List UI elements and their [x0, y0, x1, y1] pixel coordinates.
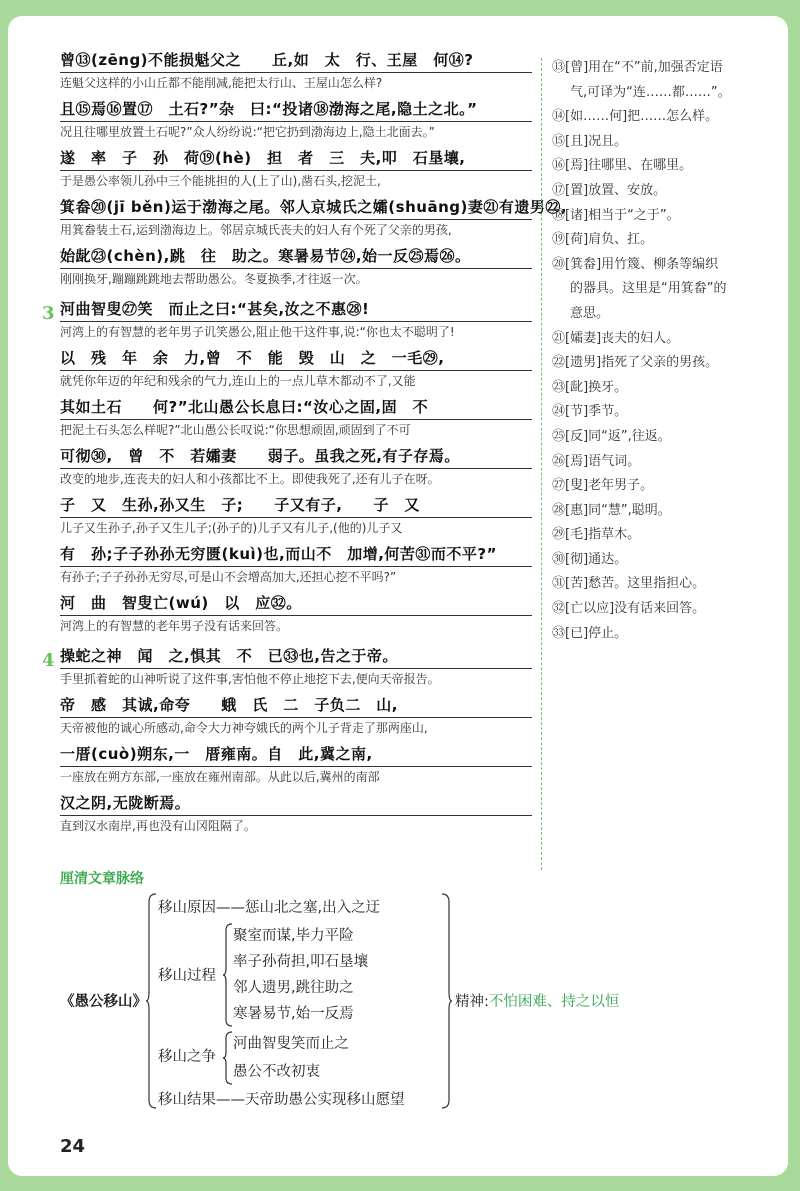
note-head: ㉚[彻]通达。: [552, 551, 628, 567]
note-head: ㉔[节]季节。: [552, 404, 628, 420]
dispute-item-2: 愚公不改初衷: [233, 1064, 320, 1080]
outline-process-label: 移山过程: [158, 968, 216, 984]
note-head: ⑭[如……何]把……怎么样。: [552, 109, 719, 125]
text-segment: [60, 395, 532, 440]
annotation-note: [552, 400, 772, 425]
text-segment: [60, 493, 532, 538]
translation-line: 况且往哪里放置土石呢?”众人纷纷说:“把它扔到渤海边上,隐土北面去。”: [60, 125, 435, 139]
process-item-4: 寒暑易节,始一反焉: [233, 1006, 354, 1022]
annotation-note: [552, 474, 772, 499]
original-line: 其如土石 何?”北山愚公长息曰:“汝心之固,固 不: [60, 395, 532, 420]
note-head: ⑳[箕畚]用竹篾、柳条等编织: [552, 256, 719, 272]
process-item-1: 聚室而谋,毕力平险: [233, 928, 354, 944]
annotation-note: [552, 179, 772, 204]
annotation-note: [552, 204, 772, 229]
annotation-note: [552, 154, 772, 179]
original-line: 以 残 年 余 力,曾 不 能 毁 山 之 一毛㉙,: [60, 346, 532, 371]
note-continuation: 的器具。这里是“用箕畚”的: [570, 281, 727, 297]
original-line: 河曲智叟㉗笑 而止之曰:“甚矣,汝之不惠㉘!: [60, 297, 532, 322]
note-head: ㉑[孀妻]丧夫的妇人。: [552, 330, 680, 346]
text-segment: [60, 195, 568, 240]
original-line: 有 孙;子子孙孙无穷匮(kuì)也,而山不 加增,何苦㉛而不平?”: [60, 542, 532, 567]
note-head: ㉙[毛]指草木。: [552, 527, 641, 543]
annotation-note: [552, 351, 772, 376]
original-line: 可彻㉚, 曾 不 若孀妻 弱子。虽我之死,有子存焉。: [60, 444, 532, 469]
outline-reason: 移山原因——惩山北之塞,出入之迂: [158, 900, 381, 916]
original-line: 操蛇之神 闻 之,惧其 不 已㉝也,告之于帝。: [60, 644, 532, 669]
root-brace-icon: [146, 892, 158, 1110]
note-head: ㉗[叟]老年男子。: [552, 478, 654, 494]
note-head: ⑱[诸]相当于“之于”。: [552, 207, 680, 223]
text-segment: [60, 146, 532, 191]
text-column: [42, 48, 568, 840]
translation-line: 手里抓着蛇的山神听说了这件事,害怕他不停止地挖下去,便向天帝报告。: [60, 672, 440, 686]
text-segment: [60, 97, 532, 142]
text-segment: [60, 591, 532, 636]
original-line: 箕畚⑳(jī běn)运于渤海之尾。邻人京城氏之孀(shuāng)妻㉑有遗男㉒,: [60, 195, 532, 220]
note-head: ㉘[惠]同“慧”,聪明。: [552, 502, 671, 518]
note-head: ㉝[已]停止。: [552, 625, 628, 641]
note-head: ⑯[焉]往哪里、在哪里。: [552, 158, 693, 174]
annotation-note: [552, 425, 772, 450]
note-continuation: 气,可译为“连……都……”。: [570, 84, 731, 100]
text-segment: [60, 791, 532, 836]
translation-line: 一座放在朔方东部,一座放在雍州南部。从此以后,冀州的南部: [60, 770, 380, 784]
text-segment: [60, 693, 532, 738]
note-head: ㉕[反]同“返”,往返。: [552, 428, 671, 444]
original-line: 河 曲 智叟亡(wú) 以 应㉜。: [60, 591, 532, 616]
translation-line: 有孙子;子子孙孙无穷尽,可是山不会增高加大,还担心挖不平吗?”: [60, 570, 397, 584]
spirit-brace-icon: [440, 892, 452, 1110]
annotation-note: [552, 450, 772, 475]
translation-line: 刚刚换牙,蹦蹦跳跳地去帮助愚公。冬夏换季,才往返一次。: [60, 272, 368, 286]
process-item-3: 邻人遗男,跳往助之: [233, 980, 354, 996]
annotation-note: [552, 130, 772, 155]
process-brace-icon: [223, 922, 233, 1028]
annotation-note: [552, 327, 772, 352]
original-line: 帝 感 其诚,命夸 蛾 氏 二 子负二 山,: [60, 693, 532, 718]
translation-line: 河湾上的有智慧的老年男子讥笑愚公,阻止他干这件事,说:“你也太不聪明了!: [60, 325, 455, 339]
outline-spirit: [455, 990, 619, 1011]
note-head: ㉖[焉]语气词。: [552, 453, 641, 469]
outline-title: 厘清文章脉络: [60, 871, 144, 887]
page-number: 24: [60, 1136, 86, 1157]
translation-line: 儿子又生孙子,孙子又生儿子;(孙子的)儿子又有儿子,(他的)儿子又: [60, 521, 403, 535]
text-segment: [60, 346, 532, 391]
annotation-note: [552, 572, 772, 597]
translation-line: 天帝被他的诚心所感动,命令大力神夸娥氏的两个儿子背走了那两座山,: [60, 721, 428, 735]
outline-root: 《愚公移山》: [60, 994, 147, 1010]
outline-tree: [60, 890, 760, 1120]
annotation-note: [552, 523, 772, 548]
annotation-note: [552, 499, 772, 524]
note-head: ⑰[置]放置、安放。: [552, 182, 667, 198]
annotation-note: [552, 597, 772, 622]
original-line: 一厝(cuò)朔东,一 厝雍南。自 此,冀之南,: [60, 742, 532, 767]
spirit-value: 不怕困难、持之以恒: [488, 994, 620, 1010]
original-line: 汉之阴,无陇断焉。: [60, 791, 532, 816]
original-line: 曾⑬(zēng)不能损魁父之 丘,如 太 行、王屋 何⑭?: [60, 48, 532, 73]
annotation-note: [552, 56, 772, 105]
original-line: 遂 率 子 孙 荷⑲(hè) 担 者 三 夫,叩 石垦壤,: [60, 146, 532, 171]
note-head: ⑬[曾]用在“不”前,加强否定语: [552, 60, 723, 75]
outline-dispute-label: 移山之争: [158, 1049, 216, 1065]
notes-column: [552, 56, 772, 646]
outline-result: 移山结果——天帝助愚公实现移山愿望: [158, 1092, 405, 1108]
original-line: 且⑮焉⑯置⑰ 土石?”杂 曰:“投诸⑱渤海之尾,隐土之北。”: [60, 97, 532, 122]
translation-line: 用箕畚装土石,运到渤海边上。邻居京城氏丧夫的妇人有个死了父亲的男孩,: [60, 223, 452, 237]
text-segment: [60, 48, 532, 93]
original-line: 始龀㉓(chèn),跳 往 助之。寒暑易节㉔,始一反㉕焉㉖。: [60, 244, 532, 269]
translation-line: 连魁父这样的小山丘都不能削减,能把太行山、王屋山怎么样?: [60, 76, 383, 90]
note-head: ⑮[且]况且。: [552, 133, 628, 149]
column-divider: [541, 58, 542, 870]
note-head: ㉒[遗男]指死了父亲的男孩。: [552, 355, 719, 371]
note-head: ㉛[苦]愁苦。这里指担心。: [552, 576, 706, 592]
text-segment: [60, 444, 532, 489]
annotation-note: [552, 376, 772, 401]
text-segment: [60, 742, 532, 787]
translation-line: 于是愚公率领儿孙中三个能挑担的人(上了山),凿石头,挖泥土,: [60, 174, 381, 188]
translation-line: 就凭你年迈的年纪和残余的气力,连山上的一点儿草木都动不了,又能: [60, 374, 416, 388]
note-head: ㉜[亡以应]没有话来回答。: [552, 601, 706, 617]
paragraph-number: 4: [42, 650, 55, 671]
note-continuation: 意思。: [570, 305, 610, 321]
translation-line: 直到汉水南岸,再也没有山冈阻隔了。: [60, 819, 256, 833]
note-head: ⑲[荷]肩负、扛。: [552, 232, 654, 248]
dispute-brace-icon: [223, 1030, 233, 1086]
paragraph-number: 3: [42, 303, 55, 324]
dispute-item-1: 河曲智叟笑而止之: [233, 1036, 349, 1052]
translation-line: 改变的地步,连丧夫的妇人和小孩都比不上。即使我死了,还有儿子在呀。: [60, 472, 440, 486]
annotation-note: [552, 548, 772, 573]
text-segment: [60, 244, 532, 289]
annotation-note: [552, 105, 772, 130]
original-line: 子 又 生孙,孙又生 子; 子又有子, 子 又: [60, 493, 532, 518]
note-head: ㉓[龀]换牙。: [552, 379, 628, 395]
annotation-note: [552, 228, 772, 253]
text-segment: [42, 644, 532, 689]
text-segment: [60, 542, 532, 587]
annotation-note: [552, 622, 772, 647]
text-segment: [42, 297, 532, 342]
annotation-note: [552, 253, 772, 327]
spirit-label: 精神:: [455, 994, 489, 1010]
translation-line: 把泥土石头怎么样呢?”北山愚公长叹说:“你思想顽固,顽固到了不可: [60, 423, 411, 437]
translation-line: 河湾上的有智慧的老年男子没有话来回答。: [60, 619, 289, 633]
process-item-2: 率子孙荷担,叩石垦壤: [233, 954, 369, 970]
